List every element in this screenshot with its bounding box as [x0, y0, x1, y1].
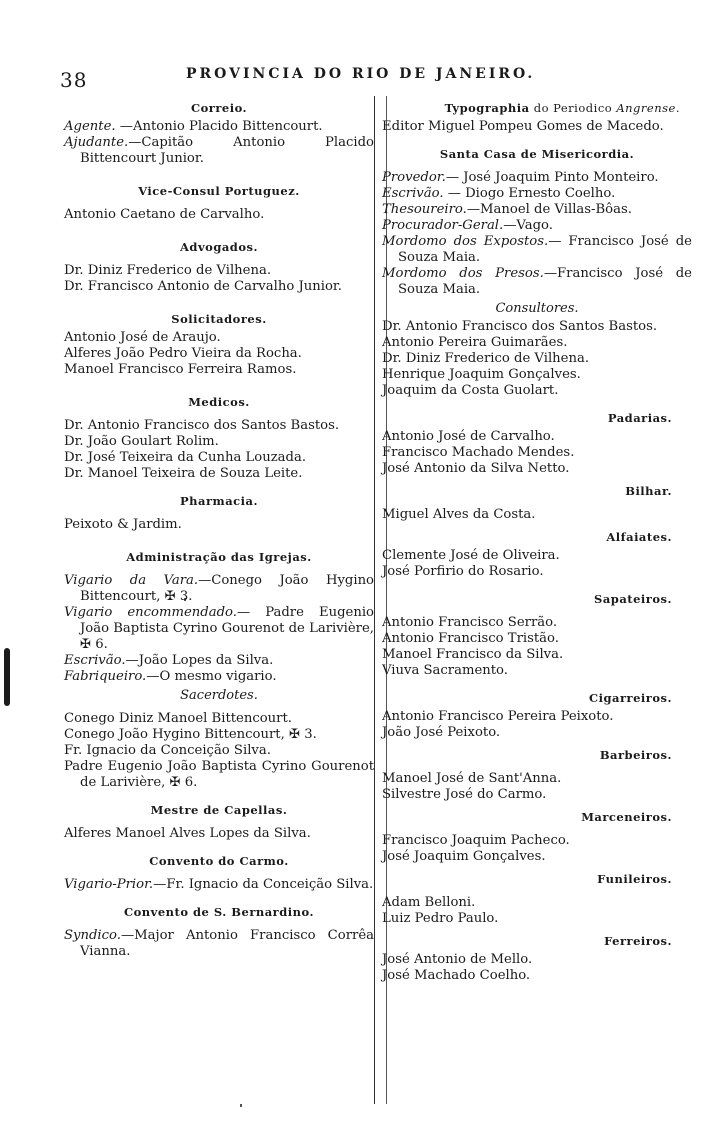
section-convento-bernardino — [64, 904, 374, 960]
section-barbeiros — [382, 747, 692, 803]
name-line: Dr. Antonio Francisco dos Santos Bastos. — [382, 319, 658, 334]
column-rule — [374, 96, 375, 1104]
name-line: Fr. Ignacio da Conceição Silva. — [64, 743, 271, 758]
name-line: Manoel José de Sant'Anna. — [382, 771, 562, 786]
entry-vigario-prior: Vigario-Prior.—Fr. Ignacio da Conceição Silva. — [64, 877, 374, 892]
name-line: Dr. Francisco Antonio de Carvalho Junior. — [64, 279, 342, 294]
section-heading: Funileiros. — [597, 872, 672, 886]
name-line: Antonio José de Araujo. — [64, 330, 221, 345]
section-heading: Alfaiates. — [606, 530, 672, 544]
ink-speck — [240, 1104, 242, 1107]
name-line: Antonio José de Carvalho. — [382, 429, 555, 444]
name-line: Antonio Francisco Serrão. — [382, 615, 558, 630]
section-heading: Cigarreiros. — [588, 691, 672, 705]
section-santa-casa — [382, 146, 692, 399]
page-number: 38 — [60, 68, 88, 92]
section-heading: Typographia do Periodico Angrense. — [444, 101, 680, 115]
name-line: Dr. Manoel Teixeira de Souza Leite. — [64, 466, 303, 481]
section-heading: Administração das Igrejas. — [126, 550, 312, 564]
section-heading: Advogados. — [180, 240, 258, 254]
name-line: José Joaquim Gonçalves. — [382, 849, 546, 864]
name-line: José Machado Coelho. — [382, 968, 531, 983]
name-line: Dr. Antonio Francisco dos Santos Bastos. — [64, 418, 340, 433]
name-line: Antonio Caetano de Carvalho. — [64, 207, 265, 222]
subsection-heading: Consultores. — [495, 301, 579, 316]
name-line: Silvestre José do Carmo. — [382, 787, 547, 802]
section-vice-consul — [64, 183, 374, 223]
section-alfaiates — [382, 529, 692, 580]
section-padarias — [382, 410, 692, 477]
section-heading: Mestre de Capellas. — [150, 803, 288, 817]
section-bilhar — [382, 483, 692, 523]
name-line: Padre Eugenio João Baptista Cyrino Gourenot de Larivière, ✠ 6. — [64, 759, 374, 790]
name-line: Conego João Hygino Bittencourt, ✠ 3. — [64, 727, 317, 742]
section-funileiros — [382, 871, 692, 927]
name-line: Francisco Joaquim Pacheco. — [382, 833, 570, 848]
subsection-heading: Sacerdotes. — [180, 688, 258, 703]
entry-procurador: Procurador-Geral.—Vago. — [382, 218, 553, 233]
section-heading: Marceneiros. — [581, 810, 672, 824]
section-heading: Convento de S. Bernardino. — [123, 905, 314, 919]
name-line: Conego Diniz Manoel Bittencourt. — [64, 711, 292, 726]
running-head: PROVINCIA DO RIO DE JANEIRO. — [186, 66, 536, 82]
name-line: Joaquim da Costa Guolart. — [382, 383, 559, 398]
entry-syndico: Syndico.—Major Antonio Francisco Corrêa Vianna. — [64, 928, 374, 959]
name-line: Editor Miguel Pompeu Gomes de Macedo. — [382, 119, 664, 134]
section-advogados — [64, 239, 374, 295]
section-ferreiros — [382, 933, 692, 984]
section-mestre-capellas — [64, 802, 374, 842]
name-line: Manoel Francisco da Silva. — [382, 647, 564, 662]
binding-mark — [4, 648, 10, 706]
entry-vigario-encommendado: Vigario encommendado.— Padre Eugenio João Baptista Cyrino Gourenot de Larivière, ✠ 6. — [64, 605, 374, 652]
section-convento-carmo — [64, 853, 374, 893]
section-heading: Medicos. — [188, 395, 250, 409]
name-line: Clemente José de Oliveira. — [382, 548, 560, 563]
entry-mordomo-expostos: Mordomo dos Expostos.— Francisco José de Souza Maia. — [382, 234, 692, 265]
section-heading: Correio. — [190, 101, 248, 115]
name-line: Dr. Diniz Frederico de Vilhena. — [64, 263, 272, 278]
name-line: João José Peixoto. — [382, 725, 501, 740]
section-heading: Barbeiros. — [599, 748, 672, 762]
section-typographia — [382, 100, 692, 135]
entry-thesoureiro: Thesoureiro.—Manoel de Villas-Bôas. — [382, 202, 632, 217]
name-line: José Antonio da Silva Netto. — [382, 461, 570, 476]
right-column — [382, 94, 692, 984]
name-line: Adam Belloni. — [382, 895, 476, 910]
entry-escrivao: Escrivão.—João Lopes da Silva. — [64, 653, 274, 668]
section-sapateiros — [382, 591, 692, 679]
name-line: Antonio Francisco Pereira Peixoto. — [382, 709, 614, 724]
name-line: Antonio Francisco Tristão. — [382, 631, 559, 646]
section-marceneiros — [382, 809, 692, 865]
name-line: Viuva Sacramento. — [382, 663, 508, 678]
name-line: Antonio Pereira Guimarães. — [382, 335, 568, 350]
section-heading: Bilhar. — [625, 484, 672, 498]
section-heading: Santa Casa de Misericordia. — [439, 147, 635, 161]
entry-escrivao: Escrivão. — Diogo Ernesto Coelho. — [382, 186, 616, 201]
section-cigarreiros — [382, 690, 692, 741]
name-line: Henrique Joaquim Gonçalves. — [382, 367, 581, 382]
name-line: Francisco Machado Mendes. — [382, 445, 575, 460]
name-line: Miguel Alves da Costa. — [382, 507, 536, 522]
section-correio — [64, 100, 374, 167]
entry-fabriqueiro: Fabriqueiro.—O mesmo vigario. — [64, 669, 277, 684]
name-line: Alferes João Pedro Vieira da Rocha. — [64, 346, 302, 361]
name-line: Peixoto & Jardim. — [64, 517, 182, 532]
entry-agente: Agente. —Antonio Placido Bittencourt. — [64, 119, 323, 134]
section-igrejas — [64, 549, 374, 791]
name-line: Alferes Manoel Alves Lopes da Silva. — [64, 826, 311, 841]
section-pharmacia — [64, 493, 374, 533]
entry-ajudante: Ajudante.—Capitão Antonio Placido Bittencourt Junior. — [64, 135, 374, 166]
section-heading: Pharmacia. — [180, 494, 258, 508]
name-line: José Porfirio do Rosario. — [382, 564, 544, 579]
section-heading: Convento do Carmo. — [149, 854, 289, 868]
name-line: Dr. José Teixeira da Cunha Louzada. — [64, 450, 307, 465]
name-line: Manoel Francisco Ferreira Ramos. — [64, 362, 297, 377]
section-heading: Padarias. — [607, 411, 672, 425]
name-line: José Antonio de Mello. — [382, 952, 533, 967]
entry-vigario-vara: Vigario da Vara.—Conego João Hygino Bittencourt, ✠ 3. — [64, 573, 374, 604]
section-solicitadores — [64, 311, 374, 378]
section-heading: Solicitadores. — [171, 312, 267, 326]
section-heading: Sapateiros. — [594, 592, 672, 606]
entry-provedor: Provedor.— José Joaquim Pinto Monteiro. — [382, 170, 659, 185]
section-heading: Ferreiros. — [604, 934, 672, 948]
name-line: Dr. Diniz Frederico de Vilhena. — [382, 351, 590, 366]
name-line: Dr. João Goulart Rolim. — [64, 434, 219, 449]
entry-mordomo-presos: Mordomo dos Presos.—Francisco José de Souza Maia. — [382, 266, 692, 297]
name-line: Luiz Pedro Paulo. — [382, 911, 499, 926]
left-column — [64, 94, 374, 960]
section-heading: Vice-Consul Portuguez. — [138, 184, 300, 198]
section-medicos — [64, 394, 374, 482]
